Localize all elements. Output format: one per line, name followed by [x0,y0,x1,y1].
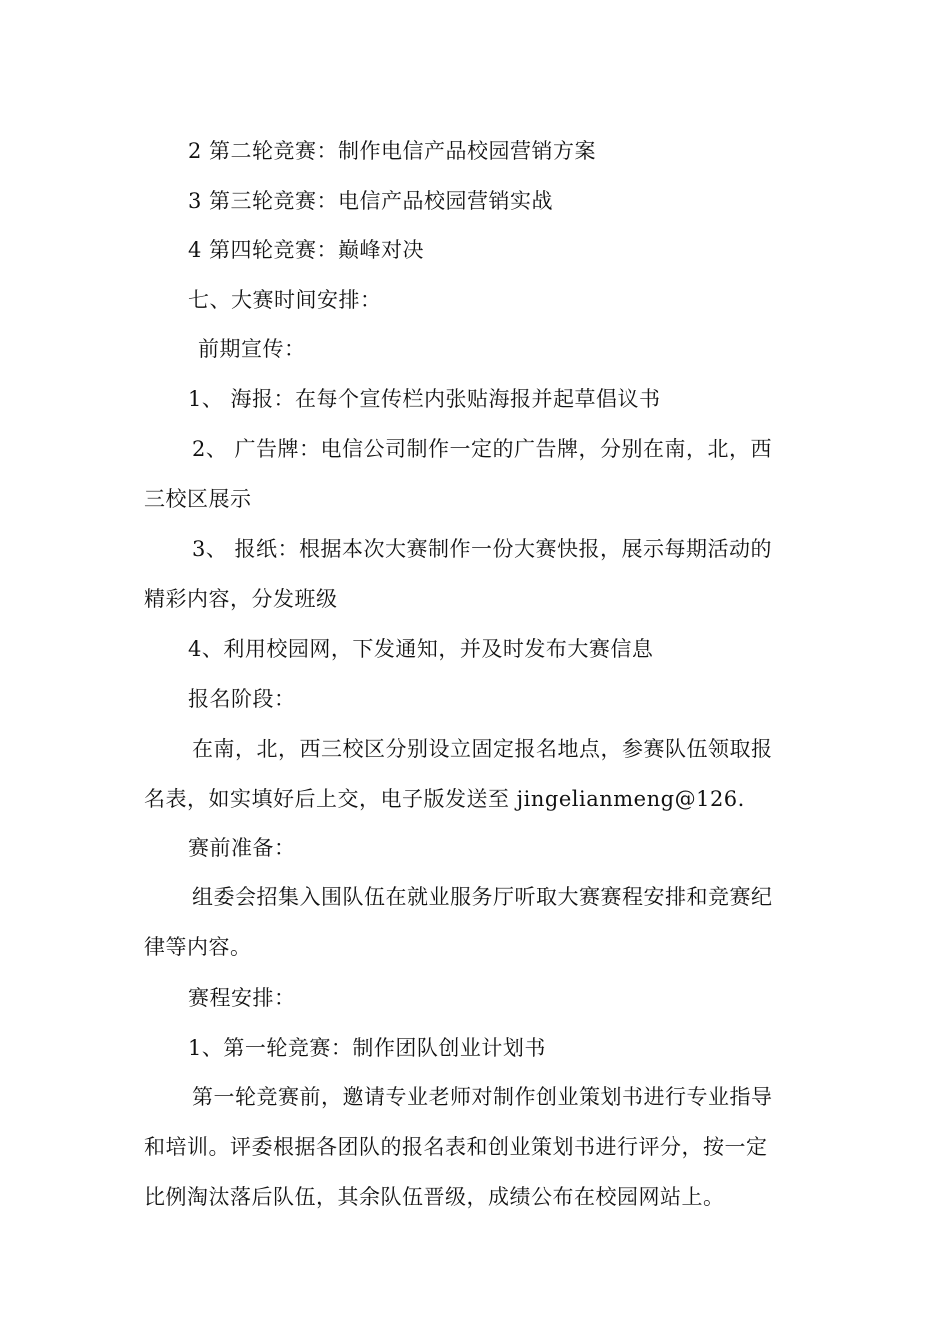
text-line: 三校区展示 [144,487,252,511]
text-line: 比例淘汰落后队伍，其余队伍晋级，成绩公布在校园网站上。 [144,1185,725,1209]
subheading: 前期宣传： [198,337,306,361]
text-line: 律等内容。 [144,935,252,959]
text-line: 3、 报纸：根据本次大赛制作一份大赛快报，展示每期活动的 [192,537,773,561]
subheading: 报名阶段： [188,687,296,711]
text-line: 第一轮竞赛前，邀请专业老师对制作创业策划书进行专业指导 [192,1085,773,1109]
text-line: 2 第二轮竞赛：制作电信产品校园营销方案 [188,139,597,163]
section-heading: 七、大赛时间安排： [188,288,382,312]
text-line: 2、 广告牌：电信公司制作一定的广告牌，分别在南，北，西 [192,437,773,461]
subheading: 赛程安排： [188,986,296,1010]
text-line: 1、 海报：在每个宣传栏内张贴海报并起草倡议书 [188,387,661,411]
text-line: 和培训。评委根据各团队的报名表和创业策划书进行评分，按一定 [144,1135,768,1159]
text-line: 1、第一轮竞赛：制作团队创业计划书 [188,1036,546,1060]
text-line: 4、利用校园网，下发通知，并及时发布大赛信息 [188,637,654,661]
subheading: 赛前准备： [188,836,296,860]
text-line: 4 第四轮竞赛：巅峰对决 [188,238,425,262]
text-line: 3 第三轮竞赛：电信产品校园营销实战 [188,189,554,213]
text-line: 组委会招集入围队伍在就业服务厅听取大赛赛程安排和竞赛纪 [192,885,773,909]
text-line: 名表，如实填好后上交，电子版发送至 jingelianmeng@126. [144,787,745,811]
text-line: 精彩内容，分发班级 [144,587,338,611]
text-line: 在南，北，西三校区分别设立固定报名地点，参赛队伍领取报 [192,737,773,761]
